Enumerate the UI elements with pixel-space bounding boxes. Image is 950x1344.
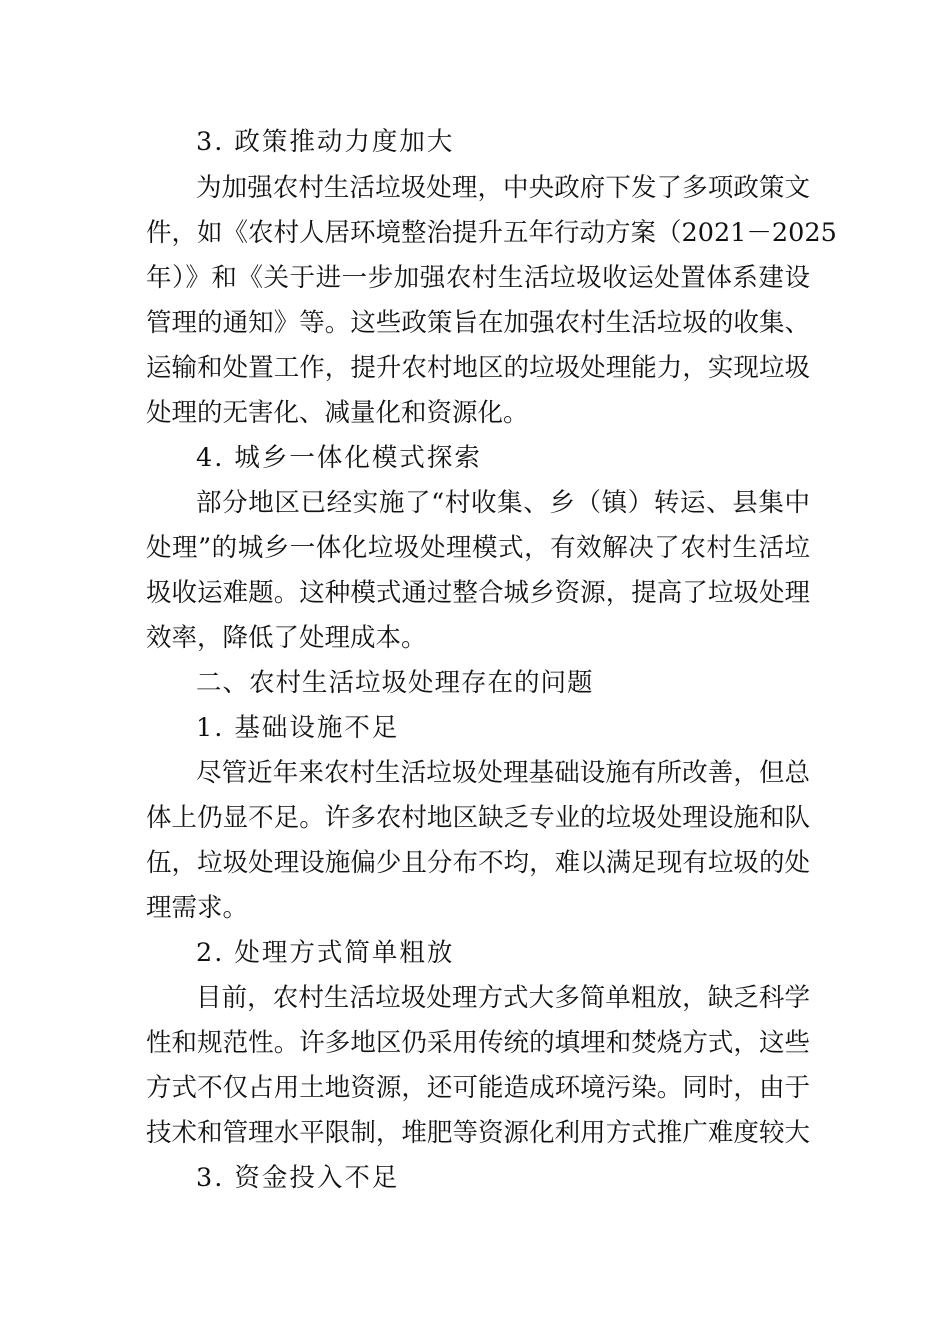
- paragraph-line: 性和规范性。许多地区仍采用传统的填埋和焚烧方式，这些: [146, 1028, 810, 1058]
- paragraph-line: 圾收运难题。这种模式通过整合城乡资源，提高了垃圾处理: [146, 578, 810, 608]
- paragraph-line: 处理”的城乡一体化垃圾处理模式，有效解决了农村生活垃: [146, 533, 810, 563]
- paragraph-line: 件，如《农村人居环境整治提升五年行动方案（2021－2025: [146, 218, 837, 248]
- paragraph-line: 方式不仅占用土地资源，还可能造成环境污染。同时，由于: [146, 1073, 810, 1103]
- paragraph-line: 技术和管理水平限制，堆肥等资源化利用方式推广难度较大: [146, 1118, 810, 1148]
- paragraph-line: 部分地区已经实施了“村收集、乡（镇）转运、县集中: [196, 488, 810, 518]
- paragraph-line: 目前，农村生活垃圾处理方式大多简单粗放，缺乏科学: [196, 983, 810, 1013]
- section-heading: 4. 城乡一体化模式探索: [196, 443, 482, 473]
- paragraph-line: 运输和处置工作，提升农村地区的垃圾处理能力，实现垃圾: [146, 353, 810, 383]
- paragraph-line: 年）》和《关于进一步加强农村生活垃圾收运处置体系建设: [146, 263, 810, 293]
- paragraph-line: 为加强农村生活垃圾处理，中央政府下发了多项政策文: [196, 173, 810, 203]
- paragraph-line: 处理的无害化、减量化和资源化。: [146, 398, 529, 428]
- section-heading: 1. 基础设施不足: [196, 713, 400, 743]
- section-heading: 3. 政策推动力度加大: [196, 127, 455, 157]
- paragraph-line: 体上仍显不足。许多农村地区缺乏专业的垃圾处理设施和队: [146, 803, 810, 833]
- paragraph-line: 理需求。: [146, 893, 249, 923]
- chapter-heading: 二、农村生活垃圾处理存在的问题: [196, 668, 594, 698]
- paragraph-line: 效率，降低了处理成本。: [146, 623, 427, 653]
- paragraph-line: 管理的通知》等。这些政策旨在加强农村生活垃圾的收集、: [146, 308, 810, 338]
- section-heading: 2. 处理方式简单粗放: [196, 938, 455, 968]
- section-heading: 3. 资金投入不足: [196, 1163, 400, 1193]
- paragraph-line: 伍，垃圾处理设施偏少且分布不均，难以满足现有垃圾的处: [146, 848, 810, 878]
- paragraph-line: 尽管近年来农村生活垃圾处理基础设施有所改善，但总: [196, 758, 810, 788]
